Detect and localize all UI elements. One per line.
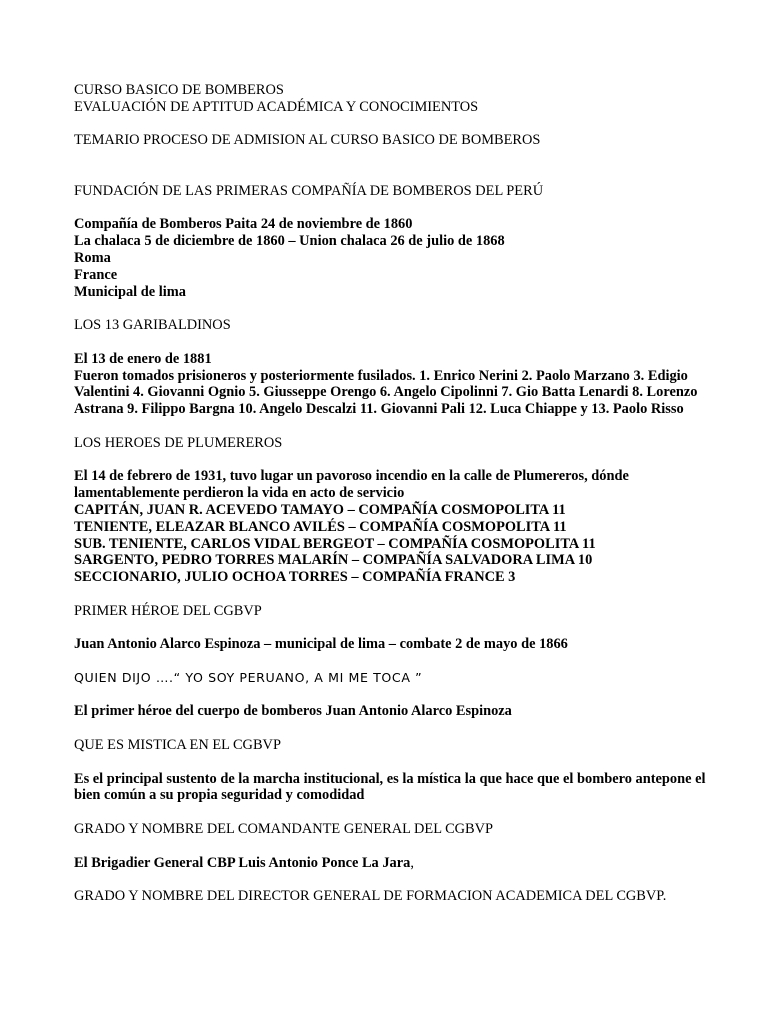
quien-dijo-answer: El primer héroe del cuerpo de bomberos Juan Antonio Alarco Espinoza xyxy=(74,703,512,720)
mistica-answer: Es el principal sustento de la marcha institucional, es la mística la que hace que el bombero antepone el bien común a su propia seguridad y comodidad xyxy=(74,770,706,804)
fundacion-line: Compañía de Bomberos Paita 24 de noviembre de 1860 xyxy=(74,216,413,233)
comandante-answer-line xyxy=(74,855,714,872)
hero-line: SECCIONARIO, JULIO OCHOA TORRES – COMPAÑÍA FRANCE 3 xyxy=(74,569,516,586)
primer-heroe-answer: Juan Antonio Alarco Espinoza – municipal de lima – combate 2 de mayo de 1866 xyxy=(74,636,568,653)
fundacion-line: Roma xyxy=(74,249,111,266)
course-title: CURSO BASICO DE BOMBEROS xyxy=(74,82,284,98)
mistica-heading: QUE ES MISTICA EN EL CGBVP xyxy=(74,737,281,754)
plumereros-heroes-list xyxy=(74,502,714,586)
hero-line: SARGENTO, PEDRO TORRES MALARÍN – COMPAÑÍA SALVADORA LIMA 10 xyxy=(74,552,593,569)
document-page xyxy=(74,82,714,905)
primer-heroe-heading: PRIMER HÉROE DEL CGBVP xyxy=(74,602,262,619)
fundacion-answer xyxy=(74,216,714,300)
hero-line: TENIENTE, ELEAZAR BLANCO AVILÉS – COMPAÑÍA COSMOPOLITA 11 xyxy=(74,518,567,535)
fundacion-line: France xyxy=(74,266,118,283)
fundacion-line: Municipal de lima xyxy=(74,283,186,300)
garibaldinos-date: El 13 de enero de 1881 xyxy=(74,350,212,367)
evaluation-title: EVALUACIÓN DE APTITUD ACADÉMICA Y CONOCIMIENTOS xyxy=(74,98,479,115)
fundacion-line: La chalaca 5 de diciembre de 1860 – Union chalaca 26 de julio de 1868 xyxy=(74,233,505,250)
fundacion-heading: FUNDACIÓN DE LAS PRIMERAS COMPAÑÍA DE BOMBEROS DEL PERÚ xyxy=(74,182,544,199)
hero-line: SUB. TENIENTE, CARLOS VIDAL BERGEOT – COMPAÑÍA COSMOPOLITA 11 xyxy=(74,535,596,552)
garibaldinos-text: Fueron tomados prisioneros y posteriormente fusilados. 1. Enrico Nerini 2. Paolo Marzano 3. Edigio Valentini 4. Giovanni Ognio 5. Giusseppe Orengo 6. Angelo Cipolinni 7. Gio Batta Lenardi 8. Lorenzo Astrana 9. Filippo Bargna 10. Angelo Descalzi 11. Giovanni Pali 12. Luca Chiappe y 13. Paolo Risso xyxy=(74,367,698,418)
garibaldinos-heading: LOS 13 GARIBALDINOS xyxy=(74,317,231,334)
comandante-answer-suffix: , xyxy=(410,854,414,871)
hero-line: CAPITÁN, JUAN R. ACEVEDO TAMAYO – COMPAÑÍA COSMOPOLITA 11 xyxy=(74,501,566,518)
comandante-answer: El Brigadier General CBP Luis Antonio Ponce La Jara xyxy=(74,854,411,871)
quien-dijo-heading: QUIEN DIJO ….“ YO SOY PERUANO, A MI ME TOCA ” xyxy=(74,669,423,685)
temario-title: TEMARIO PROCESO DE ADMISION AL CURSO BASICO DE BOMBEROS xyxy=(74,132,541,149)
plumereros-heading: LOS HEROES DE PLUMEREROS xyxy=(74,434,283,451)
plumereros-intro: El 14 de febrero de 1931, tuvo lugar un pavoroso incendio en la calle de Plumereros, dónde lamentablemente perdieron la vida en acto de servicio xyxy=(74,468,629,502)
director-heading: GRADO Y NOMBRE DEL DIRECTOR GENERAL DE FORMACION ACADEMICA DEL CGBVP. xyxy=(74,888,667,905)
comandante-heading: GRADO Y NOMBRE DEL COMANDANTE GENERAL DEL CGBVP xyxy=(74,821,494,838)
